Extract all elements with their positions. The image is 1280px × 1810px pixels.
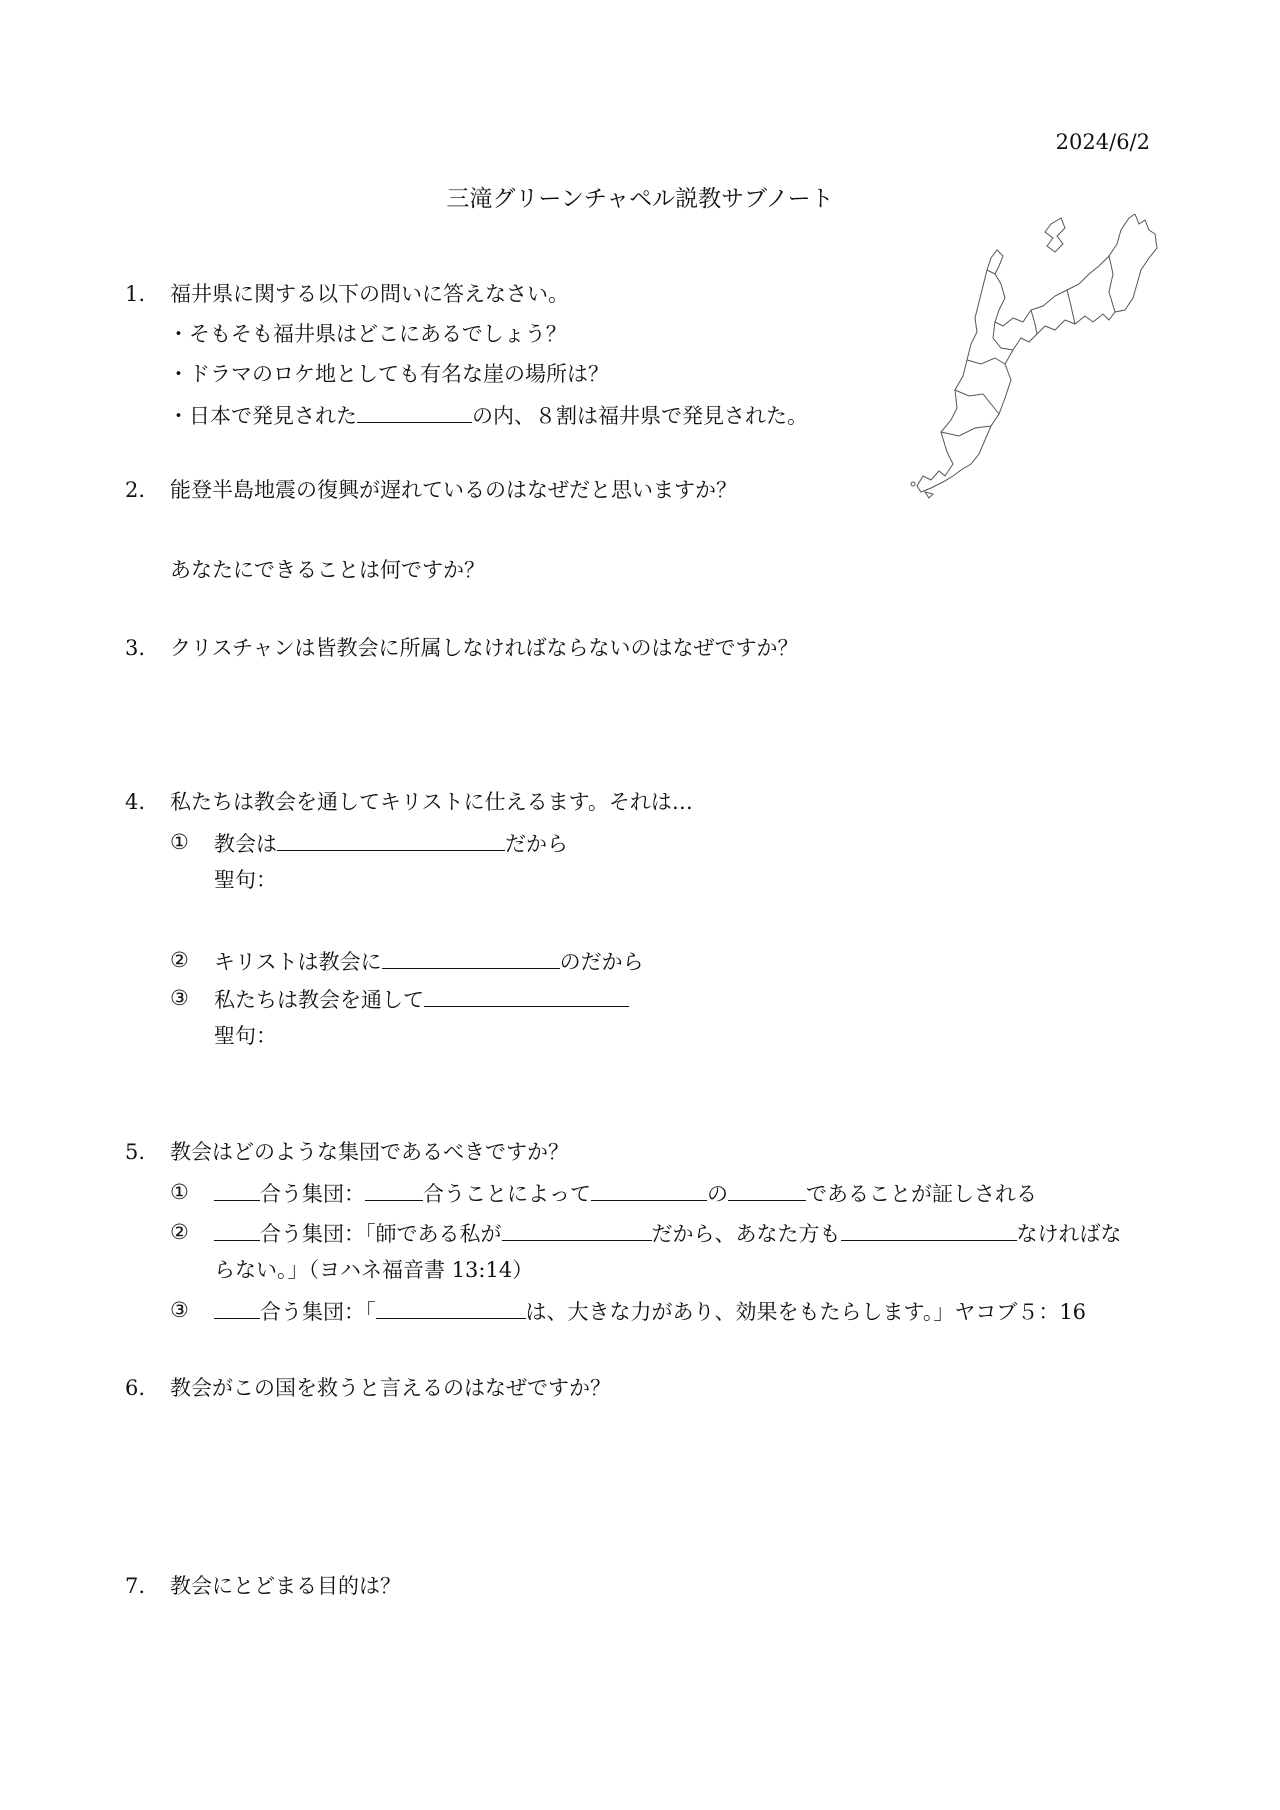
q5-number: 5. — [125, 1140, 146, 1164]
answer-blank[interactable] — [424, 988, 629, 1007]
q4-item-1 — [214, 832, 568, 855]
q7-number: 7. — [125, 1574, 146, 1598]
q5-item-2-c: なければな — [1016, 1222, 1122, 1246]
answer-blank[interactable] — [382, 950, 560, 969]
answer-blank[interactable] — [502, 1222, 652, 1241]
map-of-fukui-hokuriku-region — [905, 214, 1215, 506]
q5-item-3-mark: ③ — [170, 1298, 189, 1322]
q6-text: 教会がこの国を救うと言えるのはなぜですか？ — [170, 1376, 611, 1400]
q2-sub-question: あなたにできることは何ですか？ — [170, 558, 485, 582]
q1-bullet-3-post: の内、８割は福井県で発見された。 — [472, 404, 808, 428]
q4-item-2 — [214, 950, 644, 973]
q3-number: 3. — [125, 636, 146, 660]
q5-item-3-b: は、大きな力があり、効果をもたらします。」ヤコブ５：16 — [525, 1300, 1087, 1324]
answer-blank[interactable] — [357, 404, 472, 423]
q1-bullet-3-pre: ・日本で発見された — [168, 404, 357, 428]
q4-item-3-verse: 聖句： — [214, 1024, 277, 1048]
answer-blank[interactable] — [841, 1222, 1017, 1241]
q5-item-2-continued: らない。」（ヨハネ福音書 13:14） — [214, 1258, 534, 1282]
q4-number: 4. — [125, 790, 146, 814]
q5-item-1-d: であることが証しされる — [806, 1182, 1037, 1206]
q1-text: 福井県に関する以下の問いに答えなさい。 — [170, 282, 569, 306]
q1-bullet-2: ・ドラマのロケ地としても有名な崖の場所は？ — [168, 362, 609, 386]
q4-item-1-verse: 聖句： — [214, 868, 277, 892]
answer-blank[interactable] — [214, 1182, 260, 1201]
answer-blank[interactable] — [365, 1182, 423, 1201]
q5-text: 教会はどのような集団であるべきですか？ — [170, 1140, 569, 1164]
q5-item-2-mark: ② — [170, 1220, 189, 1244]
q5-item-1-c: の — [707, 1182, 728, 1206]
q1-bullet-1: ・そもそも福井県はどこにあるでしょう？ — [168, 322, 567, 346]
q1-number: 1. — [125, 282, 146, 306]
q5-item-2 — [214, 1222, 1122, 1245]
answer-blank[interactable] — [214, 1222, 260, 1241]
answer-blank[interactable] — [376, 1300, 526, 1319]
answer-blank[interactable] — [591, 1182, 707, 1201]
page-title: 三滝グリーンチャペル説教サブノート — [446, 186, 834, 212]
q4-item-2-pre: キリストは教会に — [214, 950, 382, 974]
q5-item-1-b: 合うことによって — [423, 1182, 591, 1206]
q4-item-2-post: のだから — [559, 950, 644, 974]
q4-text: 私たちは教会を通してキリストに仕えるます。それは… — [170, 790, 693, 814]
q1-bullet-3 — [168, 404, 808, 427]
q6-number: 6. — [125, 1376, 146, 1400]
q4-item-1-post: だから — [505, 832, 568, 856]
q4-item-1-pre: 教会は — [214, 832, 277, 856]
answer-blank[interactable] — [277, 832, 505, 851]
q4-item-3-pre: 私たちは教会を通して — [214, 988, 424, 1012]
q5-item-3 — [214, 1300, 1086, 1323]
answer-blank[interactable] — [214, 1300, 260, 1319]
q5-item-2-b: だから、あなた方も — [651, 1222, 841, 1246]
q4-item-3 — [214, 988, 629, 1011]
q5-item-1-mark: ① — [170, 1180, 189, 1204]
date: 2024/6/2 — [1055, 130, 1150, 154]
q7-text: 教会にとどまる目的は？ — [170, 1574, 401, 1598]
q4-item-2-mark: ② — [170, 948, 189, 972]
q4-item-1-mark: ① — [170, 830, 189, 854]
q2-text: 能登半島地震の復興が遅れているのはなぜだと思いますか？ — [170, 478, 737, 502]
q5-item-3-a: 合う集団：「 — [260, 1300, 376, 1324]
q5-item-2-a: 合う集団：「師である私が — [260, 1222, 502, 1246]
q3-text: クリスチャンは皆教会に所属しなければならないのはなぜですか？ — [170, 636, 799, 660]
q5-item-1-a: 合う集団： — [260, 1182, 365, 1206]
q2-number: 2. — [125, 478, 146, 502]
q5-item-1 — [214, 1182, 1037, 1205]
q4-item-3-mark: ③ — [170, 986, 189, 1010]
answer-blank[interactable] — [728, 1182, 806, 1201]
